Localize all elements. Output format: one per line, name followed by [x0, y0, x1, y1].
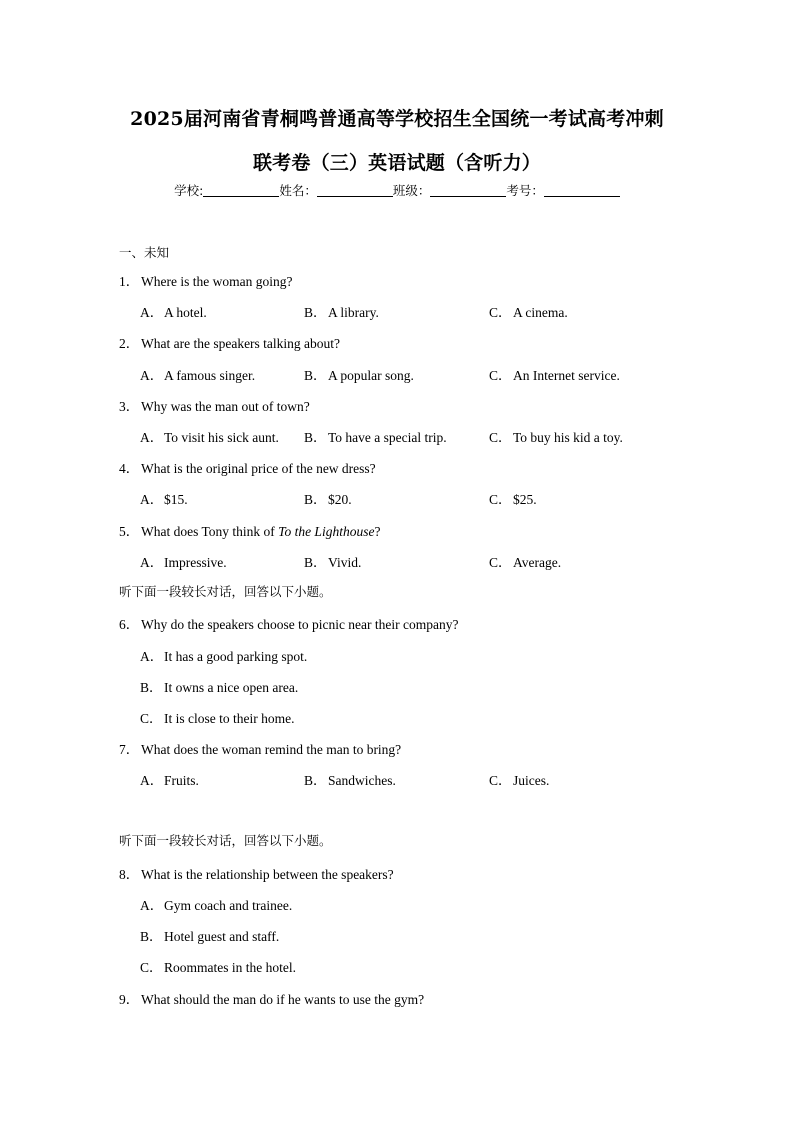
- option-b: B．A popular song.: [304, 368, 414, 383]
- question-number: 4．: [119, 461, 140, 476]
- option-c: C．To buy his kid a toy.: [489, 430, 623, 445]
- question-3: [119, 395, 310, 415]
- question-number: 3．: [119, 399, 140, 414]
- question-1: [119, 270, 292, 290]
- question-9: [119, 988, 424, 1008]
- question-text: What is the relationship between the speakers?: [141, 867, 394, 882]
- question-number: 6．: [119, 617, 140, 632]
- option-a: A．Gym coach and trainee.: [140, 898, 293, 913]
- option-a: A．It has a good parking spot.: [140, 649, 308, 664]
- question-4: [119, 457, 376, 477]
- option-b: B．Vivid.: [304, 555, 362, 570]
- option-a: A．A hotel.: [140, 305, 207, 320]
- question-text: What does the woman remind the man to bring?: [141, 742, 402, 757]
- option-b: B．Sandwiches.: [304, 773, 396, 788]
- option-a: A．Impressive.: [140, 555, 227, 570]
- question-5: 5． What does Tony think of To the Lighthouse?: [119, 520, 380, 540]
- question-6: [119, 613, 459, 633]
- option-c: C．$25.: [489, 492, 537, 507]
- option-a: A．A famous singer.: [140, 368, 256, 383]
- question-text: What are the speakers talking about?: [141, 336, 341, 351]
- option-c: C．A cinema.: [489, 305, 568, 320]
- number-label: 考号：: [506, 183, 544, 198]
- class-label: 班级：: [392, 183, 431, 198]
- question-number: 8．: [119, 867, 140, 882]
- question-2: [119, 332, 340, 352]
- question-7: [119, 738, 401, 758]
- exam-title-line-2: 联考卷（三）英语试题（含听力）: [252, 152, 541, 174]
- question-number: 5．: [119, 524, 140, 539]
- option-c: C．An Internet service.: [489, 368, 620, 383]
- class-blank[interactable]: [430, 184, 506, 197]
- question-text: Why do the speakers choose to picnic near their company?: [141, 617, 459, 632]
- option-b: B．$20.: [304, 492, 352, 507]
- option-b: B．To have a special trip.: [304, 430, 447, 445]
- question-number: 9．: [119, 992, 140, 1007]
- question-text: What is the original price of the new dress?: [141, 461, 376, 476]
- question-text: What does Tony think of: [141, 524, 279, 539]
- option-b: B．It owns a nice open area.: [140, 680, 299, 695]
- option-c: C．Roommates in the hotel.: [140, 960, 296, 975]
- option-c: C．Juices.: [489, 773, 550, 788]
- book-title: To the Lighthouse: [278, 524, 375, 539]
- option-c: C．Average.: [489, 555, 562, 570]
- section-heading: 一、未知: [119, 245, 170, 260]
- school-label: 学校:: [174, 183, 204, 198]
- question-text: Where is the woman going?: [141, 274, 293, 289]
- option-b: B．Hotel guest and staff.: [140, 929, 280, 944]
- name-label: 姓名：: [279, 183, 317, 198]
- question-text: What should the man do if he wants to use the gym?: [141, 992, 425, 1007]
- name-blank[interactable]: [317, 184, 393, 197]
- question-number: 7．: [119, 742, 140, 757]
- option-b: B．A library.: [304, 305, 379, 320]
- exam-title-line-1: 2025届河南省青桐鸣普通高等学校招生全国统一考试高考冲刺: [130, 108, 664, 130]
- listening-instruction: 听下面一段较长对话，回答以下小题。: [119, 833, 332, 848]
- question-number: 2．: [119, 336, 140, 351]
- option-a: A．$15.: [140, 492, 188, 507]
- number-blank[interactable]: [544, 184, 620, 197]
- question-number: 1．: [119, 274, 140, 289]
- school-blank[interactable]: [203, 184, 279, 197]
- question-text: Why was the man out of town?: [141, 399, 310, 414]
- option-a: A．Fruits.: [140, 773, 199, 788]
- listening-instruction: 听下面一段较长对话，回答以下小题。: [119, 584, 332, 599]
- option-c: C．It is close to their home.: [140, 711, 295, 726]
- question-8: [119, 863, 394, 883]
- option-a: A．To visit his sick aunt.: [140, 430, 279, 445]
- student-info-row: [0, 181, 794, 199]
